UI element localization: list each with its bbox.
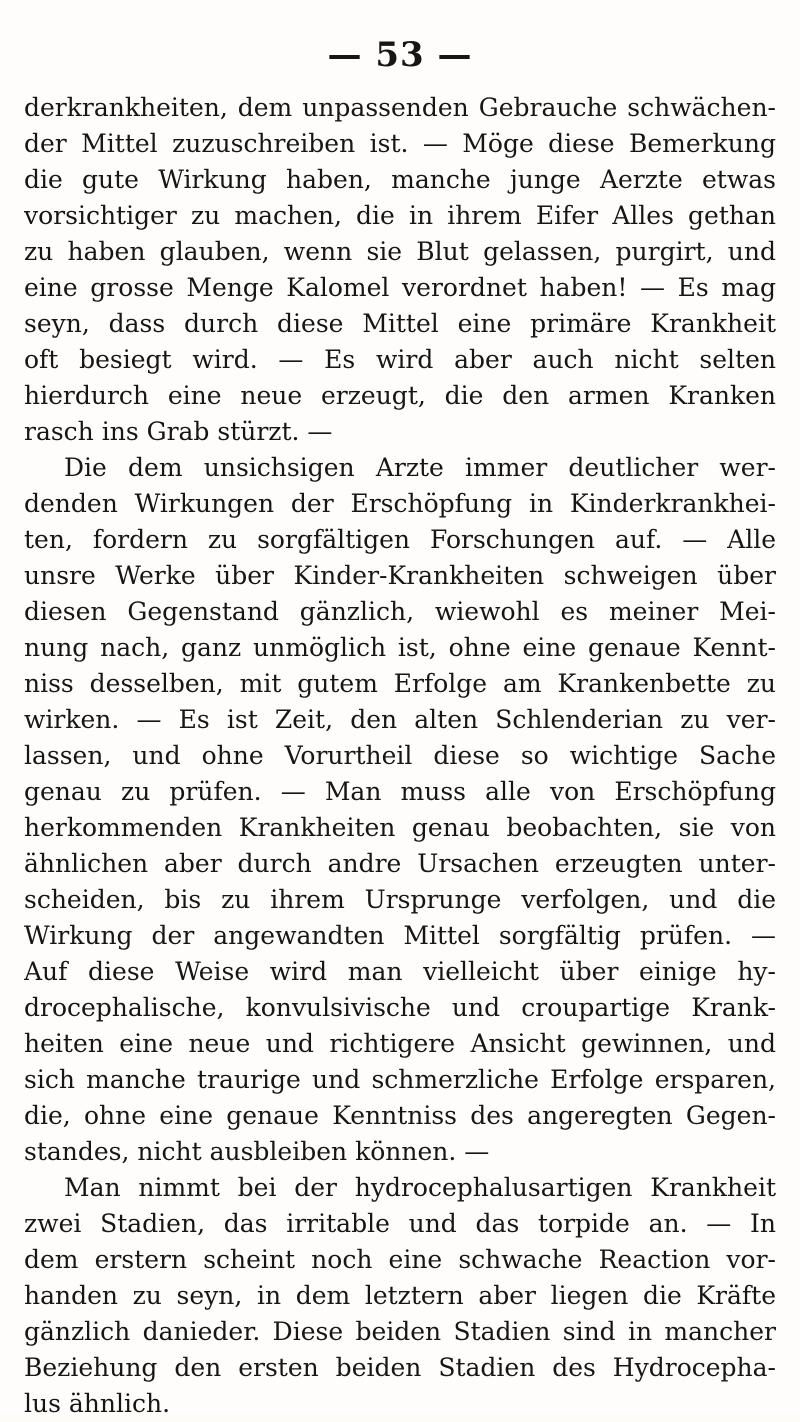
text-line: heiten eine neue und richtigere Ansicht gewinnen, und — [24, 1029, 776, 1058]
text-line: diesen Gegenstand gänzlich, wiewohl es meiner Mei- — [24, 597, 776, 626]
text-line: hierdurch eine neue erzeugt, die den armen Kranken — [24, 381, 776, 410]
text-line: ten, fordern zu sorgfältigen Forschungen auf. — Alle — [24, 525, 776, 554]
page-number-header: — 53 — — [327, 35, 473, 75]
text-line: wirken. — Es ist Zeit, den alten Schlenderian zu ver- — [24, 705, 776, 734]
text-line: herkommenden Krankheiten genau beobachten, sie von — [24, 813, 776, 842]
text-line: niss desselben, mit gutem Erfolge am Krankenbette zu — [24, 669, 776, 698]
text-line: die gute Wirkung haben, manche junge Aerzte etwas — [24, 165, 776, 194]
text-line: lassen, und ohne Vorurtheil diese so wichtige Sache — [24, 741, 776, 770]
paragraph-2 — [24, 450, 776, 1170]
text-line: sich manche traurige und schmerzliche Erfolge ersparen, — [24, 1065, 776, 1094]
text-line: drocephalische, konvulsivische und croupartige Krank- — [24, 993, 776, 1022]
text-line: genau zu prüfen. — Man muss alle von Erschöpfung — [24, 777, 776, 806]
text-line: Auf diese Weise wird man vielleicht über einige hy- — [24, 957, 776, 986]
body-text — [24, 90, 776, 1422]
text-line: scheiden, bis zu ihrem Ursprunge verfolgen, und die — [24, 885, 776, 914]
text-line: unsre Werke über Kinder-Krankheiten schweigen über — [24, 561, 776, 590]
text-line: derkrankheiten, dem unpassenden Gebrauche schwächen- — [24, 93, 776, 122]
text-line: Wirkung der angewandten Mittel sorgfältig prüfen. — — [24, 921, 776, 950]
text-line: die, ohne eine genaue Kenntniss des angeregten Gegen- — [24, 1101, 776, 1130]
text-line: handen zu seyn, in dem letztern aber liegen die Kräfte — [24, 1281, 776, 1310]
text-line: denden Wirkungen der Erschöpfung in Kinderkrankhei- — [24, 489, 776, 518]
text-line: eine grosse Menge Kalomel verordnet haben! — Es mag — [24, 273, 776, 302]
text-line: vorsichtiger zu machen, die in ihrem Eifer Alles gethan — [24, 201, 776, 230]
paragraph-1 — [24, 90, 776, 450]
text-line: nung nach, ganz unmöglich ist, ohne eine genaue Kennt- — [24, 633, 776, 662]
text-line: standes, nicht ausbleiben können. — — [24, 1137, 490, 1166]
text-line: gänzlich danieder. Diese beiden Stadien sind in mancher — [24, 1317, 776, 1346]
text-line: zwei Stadien, das irritable und das torpide an. — In — [24, 1209, 776, 1238]
text-line: dem erstern scheint noch eine schwache Reaction vor- — [24, 1245, 776, 1274]
text-line: der Mittel zuzuschreiben ist. — Möge diese Bemerkung — [24, 129, 776, 158]
text-line: ähnlichen aber durch andre Ursachen erzeugten unter- — [24, 849, 776, 878]
text-line: lus ähnlich. — [24, 1389, 171, 1418]
paragraph-3 — [24, 1170, 776, 1422]
text-line: seyn, dass durch diese Mittel eine primäre Krankheit — [24, 309, 776, 338]
text-line: rasch ins Grab stürzt. — — [24, 417, 333, 446]
text-line: zu haben glauben, wenn sie Blut gelassen, purgirt, und — [24, 237, 776, 266]
text-line: oft besiegt wird. — Es wird aber auch nicht selten — [24, 345, 776, 374]
text-line: Man nimmt bei der hydrocephalusartigen Krankheit — [64, 1173, 776, 1202]
text-line: Die dem unsichsigen Arzte immer deutlicher wer- — [64, 453, 776, 482]
text-line: Beziehung den ersten beiden Stadien des Hydrocepha- — [24, 1353, 776, 1382]
